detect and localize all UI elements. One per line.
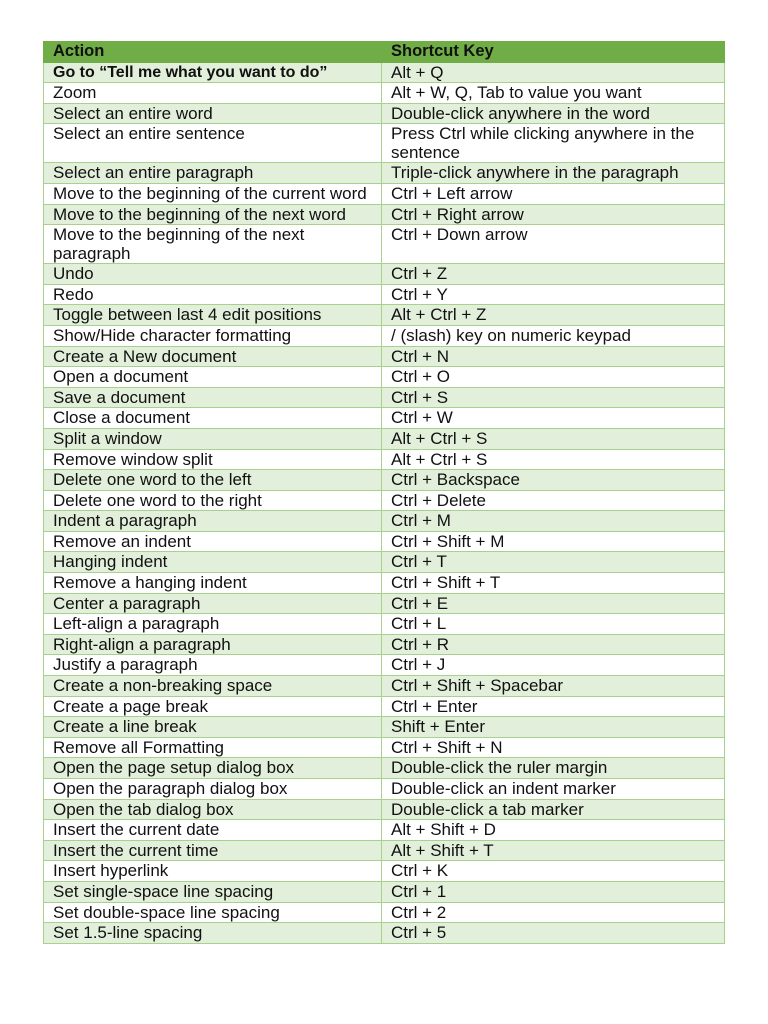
action-cell: Delete one word to the left: [44, 470, 382, 491]
action-cell: Go to “Tell me what you want to do”: [44, 62, 382, 83]
action-cell: Insert the current date: [44, 820, 382, 841]
shortcut-cell: / (slash) key on numeric keypad: [382, 325, 725, 346]
table-row: [44, 387, 725, 408]
action-cell: Delete one word to the right: [44, 490, 382, 511]
action-cell: Remove a hanging indent: [44, 573, 382, 594]
table-row: [44, 552, 725, 573]
shortcut-cell: Ctrl + R: [382, 634, 725, 655]
action-cell: Select an entire word: [44, 103, 382, 124]
shortcut-cell: Alt + Ctrl + S: [382, 428, 725, 449]
action-cell: Open the tab dialog box: [44, 799, 382, 820]
header-row: [44, 42, 725, 63]
shortcut-cell: Ctrl + Left arrow: [382, 183, 725, 204]
action-cell: Remove all Formatting: [44, 737, 382, 758]
table-row: [44, 124, 725, 163]
table-row: [44, 62, 725, 83]
action-cell: Set double-space line spacing: [44, 902, 382, 923]
action-cell: Open the paragraph dialog box: [44, 779, 382, 800]
action-cell: Create a line break: [44, 717, 382, 738]
action-cell: Save a document: [44, 387, 382, 408]
shortcut-cell: Ctrl + Delete: [382, 490, 725, 511]
table-row: [44, 655, 725, 676]
action-cell: Set single-space line spacing: [44, 881, 382, 902]
table-header: [44, 42, 725, 63]
table-row: [44, 346, 725, 367]
shortcut-cell: Ctrl + Enter: [382, 696, 725, 717]
shortcut-cell: Ctrl + N: [382, 346, 725, 367]
shortcut-cell: Double-click a tab marker: [382, 799, 725, 820]
shortcut-cell: Ctrl + 5: [382, 923, 725, 944]
action-cell: Select an entire paragraph: [44, 163, 382, 184]
action-cell: Open the page setup dialog box: [44, 758, 382, 779]
shortcut-cell: Alt + Q: [382, 62, 725, 83]
table-row: [44, 83, 725, 104]
shortcut-cell: Shift + Enter: [382, 717, 725, 738]
shortcut-cell: Double-click an indent marker: [382, 779, 725, 800]
action-cell: Select an entire sentence: [44, 124, 382, 163]
table-row: [44, 264, 725, 285]
table-row: [44, 204, 725, 225]
action-cell: Create a non-breaking space: [44, 676, 382, 697]
table-row: [44, 820, 725, 841]
action-cell: Show/Hide character formatting: [44, 325, 382, 346]
action-cell: Hanging indent: [44, 552, 382, 573]
table-row: [44, 428, 725, 449]
table-row: [44, 614, 725, 635]
shortcut-cell: Ctrl + O: [382, 367, 725, 388]
action-cell: Open a document: [44, 367, 382, 388]
action-cell: Zoom: [44, 83, 382, 104]
table-row: [44, 861, 725, 882]
action-cell: Remove an indent: [44, 531, 382, 552]
action-cell: Toggle between last 4 edit positions: [44, 305, 382, 326]
table-row: [44, 758, 725, 779]
table-row: [44, 325, 725, 346]
action-cell: Right-align a paragraph: [44, 634, 382, 655]
shortcut-cell: Alt + Ctrl + Z: [382, 305, 725, 326]
action-cell: Indent a paragraph: [44, 511, 382, 532]
shortcut-cell: Ctrl + L: [382, 614, 725, 635]
table-row: [44, 573, 725, 594]
shortcut-cell: Ctrl + Shift + Spacebar: [382, 676, 725, 697]
shortcut-cell: Alt + Ctrl + S: [382, 449, 725, 470]
header-shortcut-key: Shortcut Key: [382, 42, 725, 63]
shortcut-cell: Ctrl + Z: [382, 264, 725, 285]
table-row: [44, 511, 725, 532]
table-row: [44, 183, 725, 204]
table-row: [44, 490, 725, 511]
action-cell: Remove window split: [44, 449, 382, 470]
action-cell: Move to the beginning of the next paragraph: [44, 225, 382, 264]
shortcut-cell: Ctrl + Down arrow: [382, 225, 725, 264]
shortcut-cell: Ctrl + Y: [382, 284, 725, 305]
action-cell: Close a document: [44, 408, 382, 429]
shortcut-cell: Triple-click anywhere in the paragraph: [382, 163, 725, 184]
table-row: [44, 676, 725, 697]
action-cell: Create a New document: [44, 346, 382, 367]
shortcut-cell: Alt + Shift + T: [382, 840, 725, 861]
table-row: [44, 284, 725, 305]
shortcut-cell: Ctrl + 2: [382, 902, 725, 923]
action-cell: Justify a paragraph: [44, 655, 382, 676]
table-row: [44, 696, 725, 717]
table-row: [44, 799, 725, 820]
table-row: [44, 305, 725, 326]
table-row: [44, 163, 725, 184]
table-row: [44, 449, 725, 470]
shortcut-cell: Ctrl + T: [382, 552, 725, 573]
action-cell: Create a page break: [44, 696, 382, 717]
shortcut-cell: Ctrl + Backspace: [382, 470, 725, 491]
shortcut-cell: Ctrl + Shift + N: [382, 737, 725, 758]
shortcut-cell: Ctrl + Shift + M: [382, 531, 725, 552]
table-row: [44, 470, 725, 491]
shortcut-cell: Double-click anywhere in the word: [382, 103, 725, 124]
table-row: [44, 634, 725, 655]
table-row: [44, 923, 725, 944]
table-row: [44, 779, 725, 800]
action-cell: Split a window: [44, 428, 382, 449]
shortcut-cell: Ctrl + Shift + T: [382, 573, 725, 594]
action-cell: Move to the beginning of the current word: [44, 183, 382, 204]
table-body: [44, 62, 725, 943]
action-cell: Insert hyperlink: [44, 861, 382, 882]
table-row: [44, 408, 725, 429]
shortcut-cell: Double-click the ruler margin: [382, 758, 725, 779]
table-row: [44, 840, 725, 861]
table-row: [44, 531, 725, 552]
action-cell: Insert the current time: [44, 840, 382, 861]
table-row: [44, 367, 725, 388]
table-row: [44, 593, 725, 614]
shortcut-cell: Ctrl + Right arrow: [382, 204, 725, 225]
shortcut-cell: Ctrl + E: [382, 593, 725, 614]
header-action: Action: [44, 42, 382, 63]
action-cell: Left-align a paragraph: [44, 614, 382, 635]
shortcut-cell: Alt + W, Q, Tab to value you want: [382, 83, 725, 104]
action-cell: Move to the beginning of the next word: [44, 204, 382, 225]
shortcut-cell: Ctrl + 1: [382, 881, 725, 902]
action-cell: Set 1.5-line spacing: [44, 923, 382, 944]
action-cell: Undo: [44, 264, 382, 285]
shortcut-cell: Ctrl + K: [382, 861, 725, 882]
shortcut-cell: Ctrl + S: [382, 387, 725, 408]
table-row: [44, 717, 725, 738]
table-row: [44, 902, 725, 923]
shortcut-cell: Ctrl + W: [382, 408, 725, 429]
action-cell: Redo: [44, 284, 382, 305]
shortcut-cell: Ctrl + M: [382, 511, 725, 532]
table-row: [44, 225, 725, 264]
table-row: [44, 103, 725, 124]
shortcut-cell: Alt + Shift + D: [382, 820, 725, 841]
table-row: [44, 737, 725, 758]
shortcut-cell: Press Ctrl while clicking anywhere in the sentence: [382, 124, 725, 163]
action-cell: Center a paragraph: [44, 593, 382, 614]
shortcut-table: [43, 41, 725, 944]
table-row: [44, 881, 725, 902]
shortcut-cell: Ctrl + J: [382, 655, 725, 676]
